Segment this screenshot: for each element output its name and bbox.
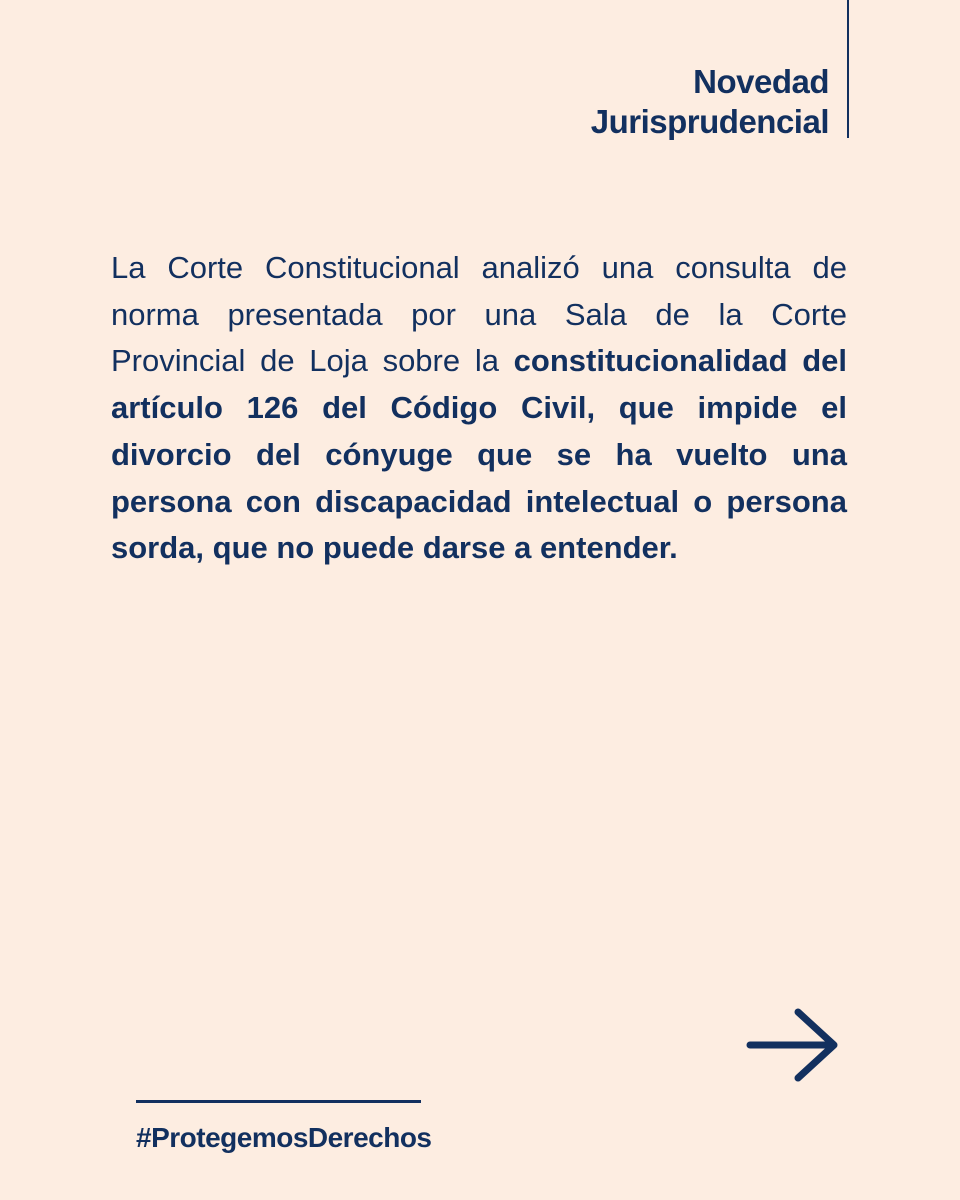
page-title xyxy=(591,62,829,142)
body-highlight-text: constitucionalidad del artículo 126 del Código Civil, que impide el divorcio del cónyuge que se ha vuelto una persona con discapacidad intelectual o persona sorda, que no puede darse a entender. xyxy=(111,343,847,566)
arrow-right-icon xyxy=(744,1008,840,1082)
page-title-line-2: Jurisprudencial xyxy=(590,103,829,140)
page-title-line-1: Novedad xyxy=(693,63,829,100)
body-intro-text: La Corte Constitucional analizó una consulta de norma presentada por una Sala de la Corte Provincial de Loja sobre la xyxy=(111,250,847,379)
body-paragraph xyxy=(111,245,847,572)
footer-divider xyxy=(136,1100,421,1103)
hashtag-label: #ProtegemosDerechos xyxy=(136,1122,432,1153)
next-button[interactable] xyxy=(744,1008,840,1082)
vertical-divider xyxy=(847,0,849,138)
